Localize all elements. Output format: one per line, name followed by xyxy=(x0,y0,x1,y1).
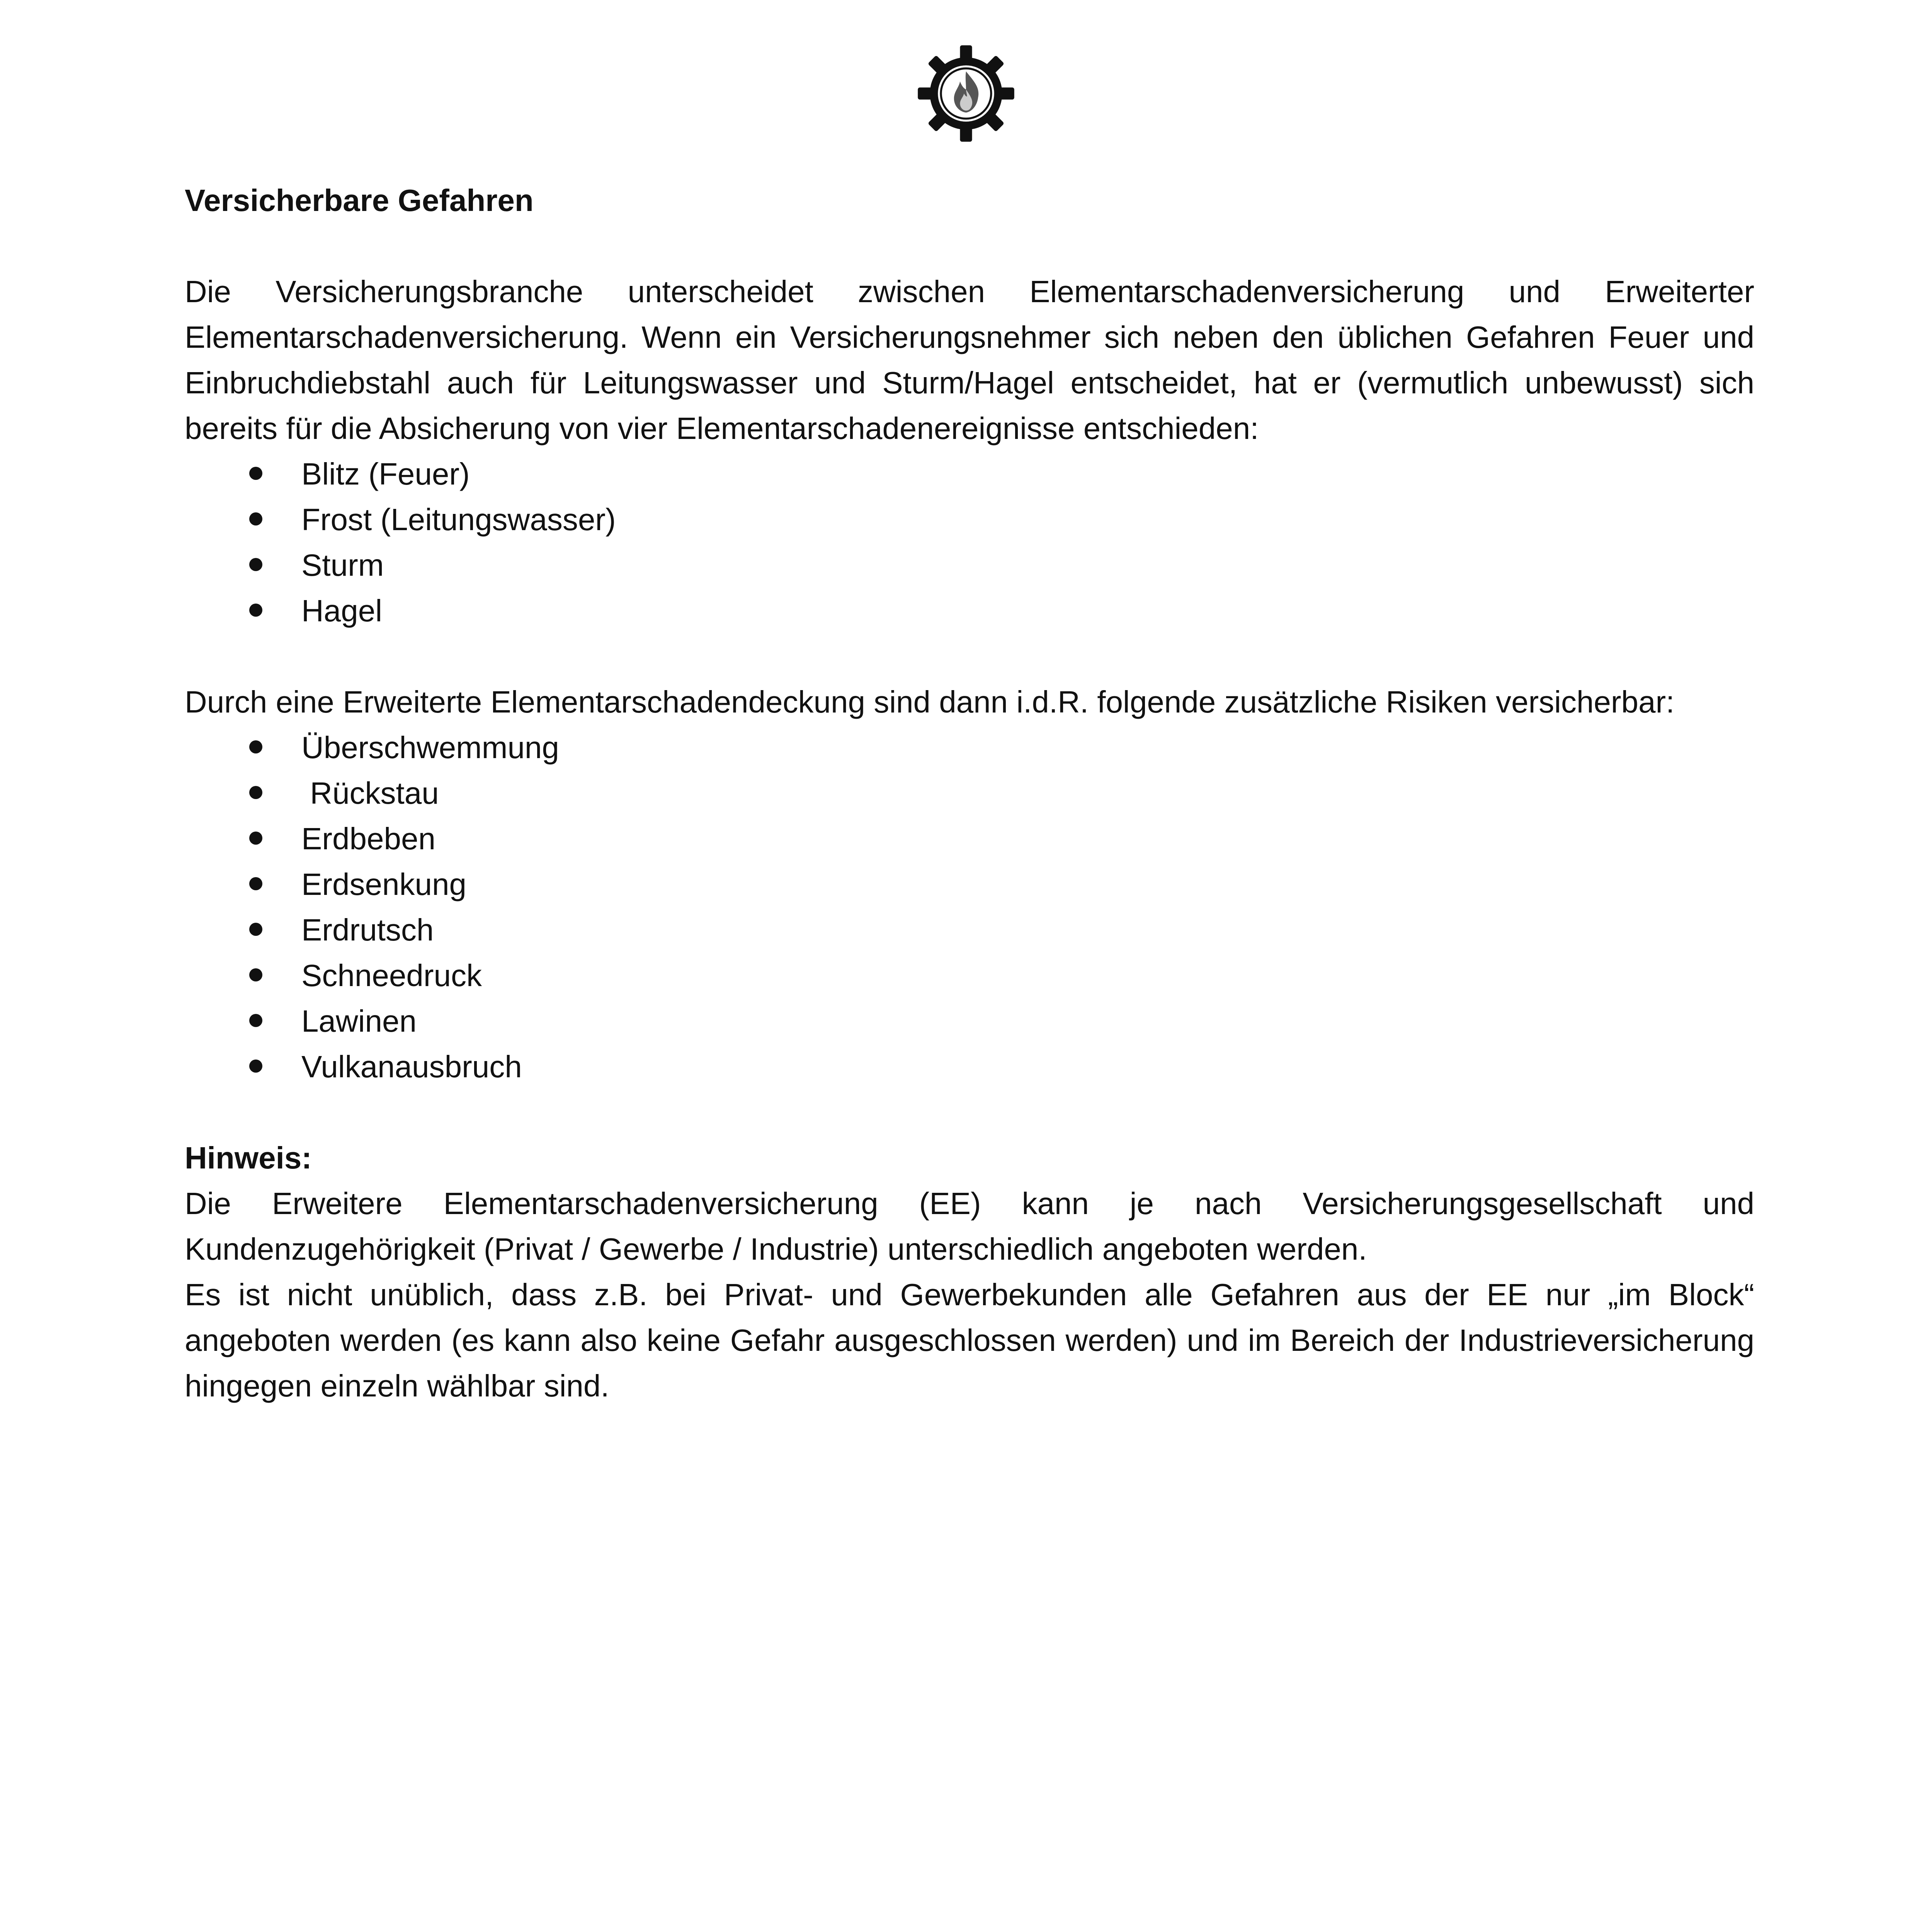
list-item: Überschwemmung xyxy=(185,725,1754,770)
document-body xyxy=(185,178,1754,1409)
basic-risks-list xyxy=(185,451,1754,634)
extended-intro: Durch eine Erweiterte Elementarschadendeckung sind dann i.d.R. folgende zusätzliche Risiken versicherbar: xyxy=(185,685,1675,719)
list-item: Blitz (Feuer) xyxy=(185,451,1754,497)
bullet-icon xyxy=(249,467,262,480)
list-item: Frost (Leitungswasser) xyxy=(185,497,1754,543)
note-paragraph: Die Erweitere Elementarschadenversicherung (EE) kann je nach Versicherungsgesellschaft und Kundenzugehörigkeit (Privat / Gewerbe / Industrie) unterschiedlich angeboten werden. xyxy=(185,1186,1754,1266)
list-item: Sturm xyxy=(185,543,1754,588)
section-heading: Versicherbare Gefahren xyxy=(185,183,534,218)
list-item: Vulkanausbruch xyxy=(185,1044,1754,1090)
list-item: Schneedruck xyxy=(185,953,1754,998)
list-item: Lawinen xyxy=(185,998,1754,1044)
list-item: Erdsenkung xyxy=(185,862,1754,907)
extended-risks-list xyxy=(185,725,1754,1090)
bullet-icon xyxy=(249,512,262,526)
bullet-icon xyxy=(249,923,262,936)
bullet-icon xyxy=(249,832,262,845)
gear-flame-icon xyxy=(916,43,1016,144)
bullet-icon xyxy=(249,968,262,981)
bullet-icon xyxy=(249,604,262,617)
bullet-icon xyxy=(249,558,262,571)
note-paragraph: Es ist nicht unüblich, dass z.B. bei Privat- und Gewerbekunden alle Gefahren aus der EE nur „im Block“ angeboten werden (es kann also keine Gefahr ausgeschlossen werden) und im Bereich der Industrieversicherung hingegen einzeln wählbar sind. xyxy=(185,1277,1754,1403)
bullet-icon xyxy=(249,786,262,799)
bullet-icon xyxy=(249,1060,262,1073)
list-item: Erdrutsch xyxy=(185,907,1754,953)
bullet-icon xyxy=(249,877,262,890)
list-item: Hagel xyxy=(185,588,1754,634)
list-item: Rückstau xyxy=(185,770,1754,816)
note-heading: Hinweis: xyxy=(185,1141,312,1175)
bullet-icon xyxy=(249,740,262,753)
list-item: Erdbeben xyxy=(185,816,1754,862)
intro-paragraph: Die Versicherungsbranche unterscheidet zwischen Elementarschadenversicherung und Erweiterter Elementarschadenversicherung. Wenn ein Versicherungsnehmer sich neben den üblichen Gefahren Feuer und Einbruchdiebstahl auch für Leitungswasser und Sturm/Hagel entscheidet, hat er (vermutlich unbewusst) sich bereits für die Absicherung von vier Elementarschadenereignisse entschieden: xyxy=(185,274,1754,446)
bullet-icon xyxy=(249,1014,262,1027)
